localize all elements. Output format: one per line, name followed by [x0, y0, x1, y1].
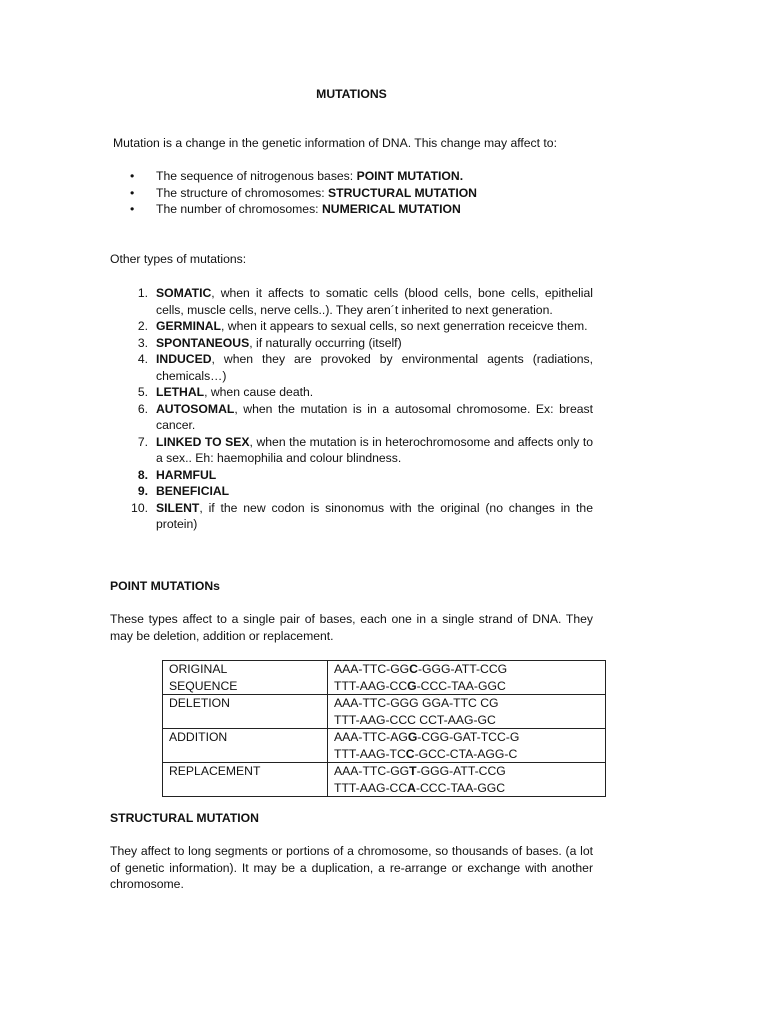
sequence-line: [334, 746, 599, 763]
item-term: LINKED TO SEX: [156, 434, 250, 449]
row-label: [163, 661, 328, 695]
item-term: HARMFUL: [156, 467, 217, 482]
intro-paragraph: Mutation is a change in the genetic information of DNA. This change may affect to:: [113, 136, 557, 150]
table-row: [163, 695, 606, 729]
seq-changed-base: A: [407, 780, 416, 795]
item-number: 8.: [137, 467, 148, 482]
list-item: [110, 483, 593, 500]
list-item: [110, 351, 593, 384]
item-desc: , when it appears to sexual cells, so next generration receicve them.: [221, 319, 588, 333]
list-item: [110, 318, 593, 335]
affect-bullet-list: [130, 168, 477, 218]
sequence-line: [334, 780, 599, 797]
sequence-line: [334, 695, 599, 712]
item-number: 4.: [137, 352, 148, 366]
seq-part: -CCC-TAA-GGC: [416, 678, 506, 693]
row-label-text: ADDITION: [169, 730, 228, 744]
bullet-term: NUMERICAL MUTATION: [321, 202, 461, 216]
seq-part: -GCC-CTA-AGG-C: [414, 746, 518, 761]
row-label: [163, 729, 328, 763]
seq-changed-base: T: [409, 764, 417, 778]
seq-part: AAA-TTC-GGG GGA-TTC CG: [334, 696, 499, 710]
item-term: LETHAL: [156, 385, 205, 399]
item-term: GERMINAL: [156, 319, 221, 333]
point-mutations-heading: POINT MUTATIONs: [110, 579, 220, 593]
row-label-text: DELETION: [169, 696, 230, 710]
seq-part: AAA-TTC-GG: [334, 764, 410, 778]
item-desc: , when they are provoked by environmental agents (radiations, chemicals…): [156, 352, 593, 383]
item-desc: , when the mutation is in heterochromosome and affects only to a sex.. Eh: haemophilia and colour blindness.: [156, 434, 593, 465]
sequence-cell: [328, 763, 606, 797]
sequence-line: [334, 712, 599, 729]
list-item: [110, 335, 593, 352]
seq-changed-base: G: [407, 730, 418, 744]
row-label: [163, 763, 328, 797]
seq-part: -CGG-GAT-TCC-G: [417, 730, 520, 744]
seq-part: TTT-AAG-TC: [334, 746, 406, 761]
bullet-item: [130, 201, 477, 218]
item-term: SOMATIC: [156, 286, 212, 300]
sequence-cell: [328, 729, 606, 763]
bullet-item: [130, 185, 477, 202]
list-item: [110, 467, 593, 484]
sequence-line: [334, 763, 599, 780]
mutations-table: [162, 660, 606, 797]
item-term: SILENT: [156, 500, 200, 515]
other-types-label: Other types of mutations:: [110, 252, 247, 266]
item-number: 9.: [137, 484, 148, 498]
item-term: SPONTANEOUS: [156, 335, 250, 350]
item-desc: , if naturally occurring (itself): [249, 335, 402, 350]
seq-part: AAA-TTC-GG: [334, 662, 410, 676]
seq-changed-base: G: [407, 678, 417, 693]
seq-part: -GGG-ATT-CCG: [417, 662, 508, 676]
seq-part: TTT-AAG-CC: [334, 678, 408, 693]
sequence-line: [334, 729, 599, 746]
bullet-term: STRUCTURAL MUTATION: [328, 185, 477, 200]
sequence-cell: [328, 695, 606, 729]
list-item: [110, 434, 593, 467]
item-desc: , when cause death.: [204, 385, 314, 399]
item-term: AUTOSOMAL: [156, 401, 235, 416]
bullet-text: The structure of chromosomes:: [156, 185, 329, 200]
item-number: 7.: [137, 434, 148, 449]
item-desc: , when the mutation is in a autosomal chromosome. Ex: breast cancer.: [156, 401, 593, 432]
item-number: 1.: [137, 286, 148, 300]
seq-part: -CCC-TAA-GGC: [415, 780, 506, 795]
seq-part: AAA-TTC-AG: [334, 730, 408, 744]
sequence-cell: [328, 661, 606, 695]
bullet-term: POINT MUTATION.: [356, 169, 464, 183]
row-label: [163, 695, 328, 729]
list-item: [110, 500, 593, 533]
page-title: MUTATIONS: [316, 87, 387, 101]
table-row: [163, 729, 606, 763]
item-number: 6.: [137, 401, 148, 416]
seq-part: TTT-AAG-CCC CCT-AAG-GC: [334, 712, 496, 727]
item-number: 3.: [137, 335, 148, 350]
structural-mutation-paragraph: They affect to long segments or portions of a chromosome, so thousands of bases. (a lot of genetic information). It may be a duplication, a re-arrange or exchange with another chromosome.: [110, 844, 593, 891]
sequence-line: [334, 678, 599, 695]
seq-changed-base: C: [409, 662, 418, 676]
item-number: 10.: [131, 500, 148, 515]
point-mutations-paragraph: These types affect to a single pair of bases, each one in a single strand of DNA. They may be deletion, addition or replacement.: [110, 612, 593, 643]
mutation-types-list: [110, 285, 593, 533]
row-label-text: ORIGINAL SEQUENCE: [169, 662, 238, 693]
item-number: 5.: [137, 385, 148, 399]
bullet-text: The sequence of nitrogenous bases:: [156, 169, 357, 183]
seq-part: -GGG-ATT-CCG: [416, 764, 506, 778]
structural-mutation-heading: STRUCTURAL MUTATION: [110, 811, 259, 825]
bullet-text: The number of chromosomes:: [156, 202, 322, 216]
table-row: [163, 661, 606, 695]
seq-changed-base: C: [405, 746, 415, 761]
row-label-text: REPLACEMENT: [169, 764, 261, 778]
item-desc: , when it affects to somatic cells (blood cells, bone cells, epithelial cells, muscle cells, nerve cells..). They aren´t inherited to next generation.: [156, 286, 593, 317]
list-item: [110, 285, 593, 318]
sequence-line: [334, 661, 599, 678]
item-number: 2.: [137, 319, 148, 333]
bullet-item: [130, 168, 477, 185]
item-term: INDUCED: [156, 352, 212, 366]
item-term: BENEFICIAL: [156, 484, 230, 498]
table-row: [163, 763, 606, 797]
seq-part: TTT-AAG-CC: [334, 780, 408, 795]
item-desc: , if the new codon is sinonomus with the original (no changes in the protein): [156, 500, 593, 531]
list-item: [110, 384, 593, 401]
list-item: [110, 401, 593, 434]
